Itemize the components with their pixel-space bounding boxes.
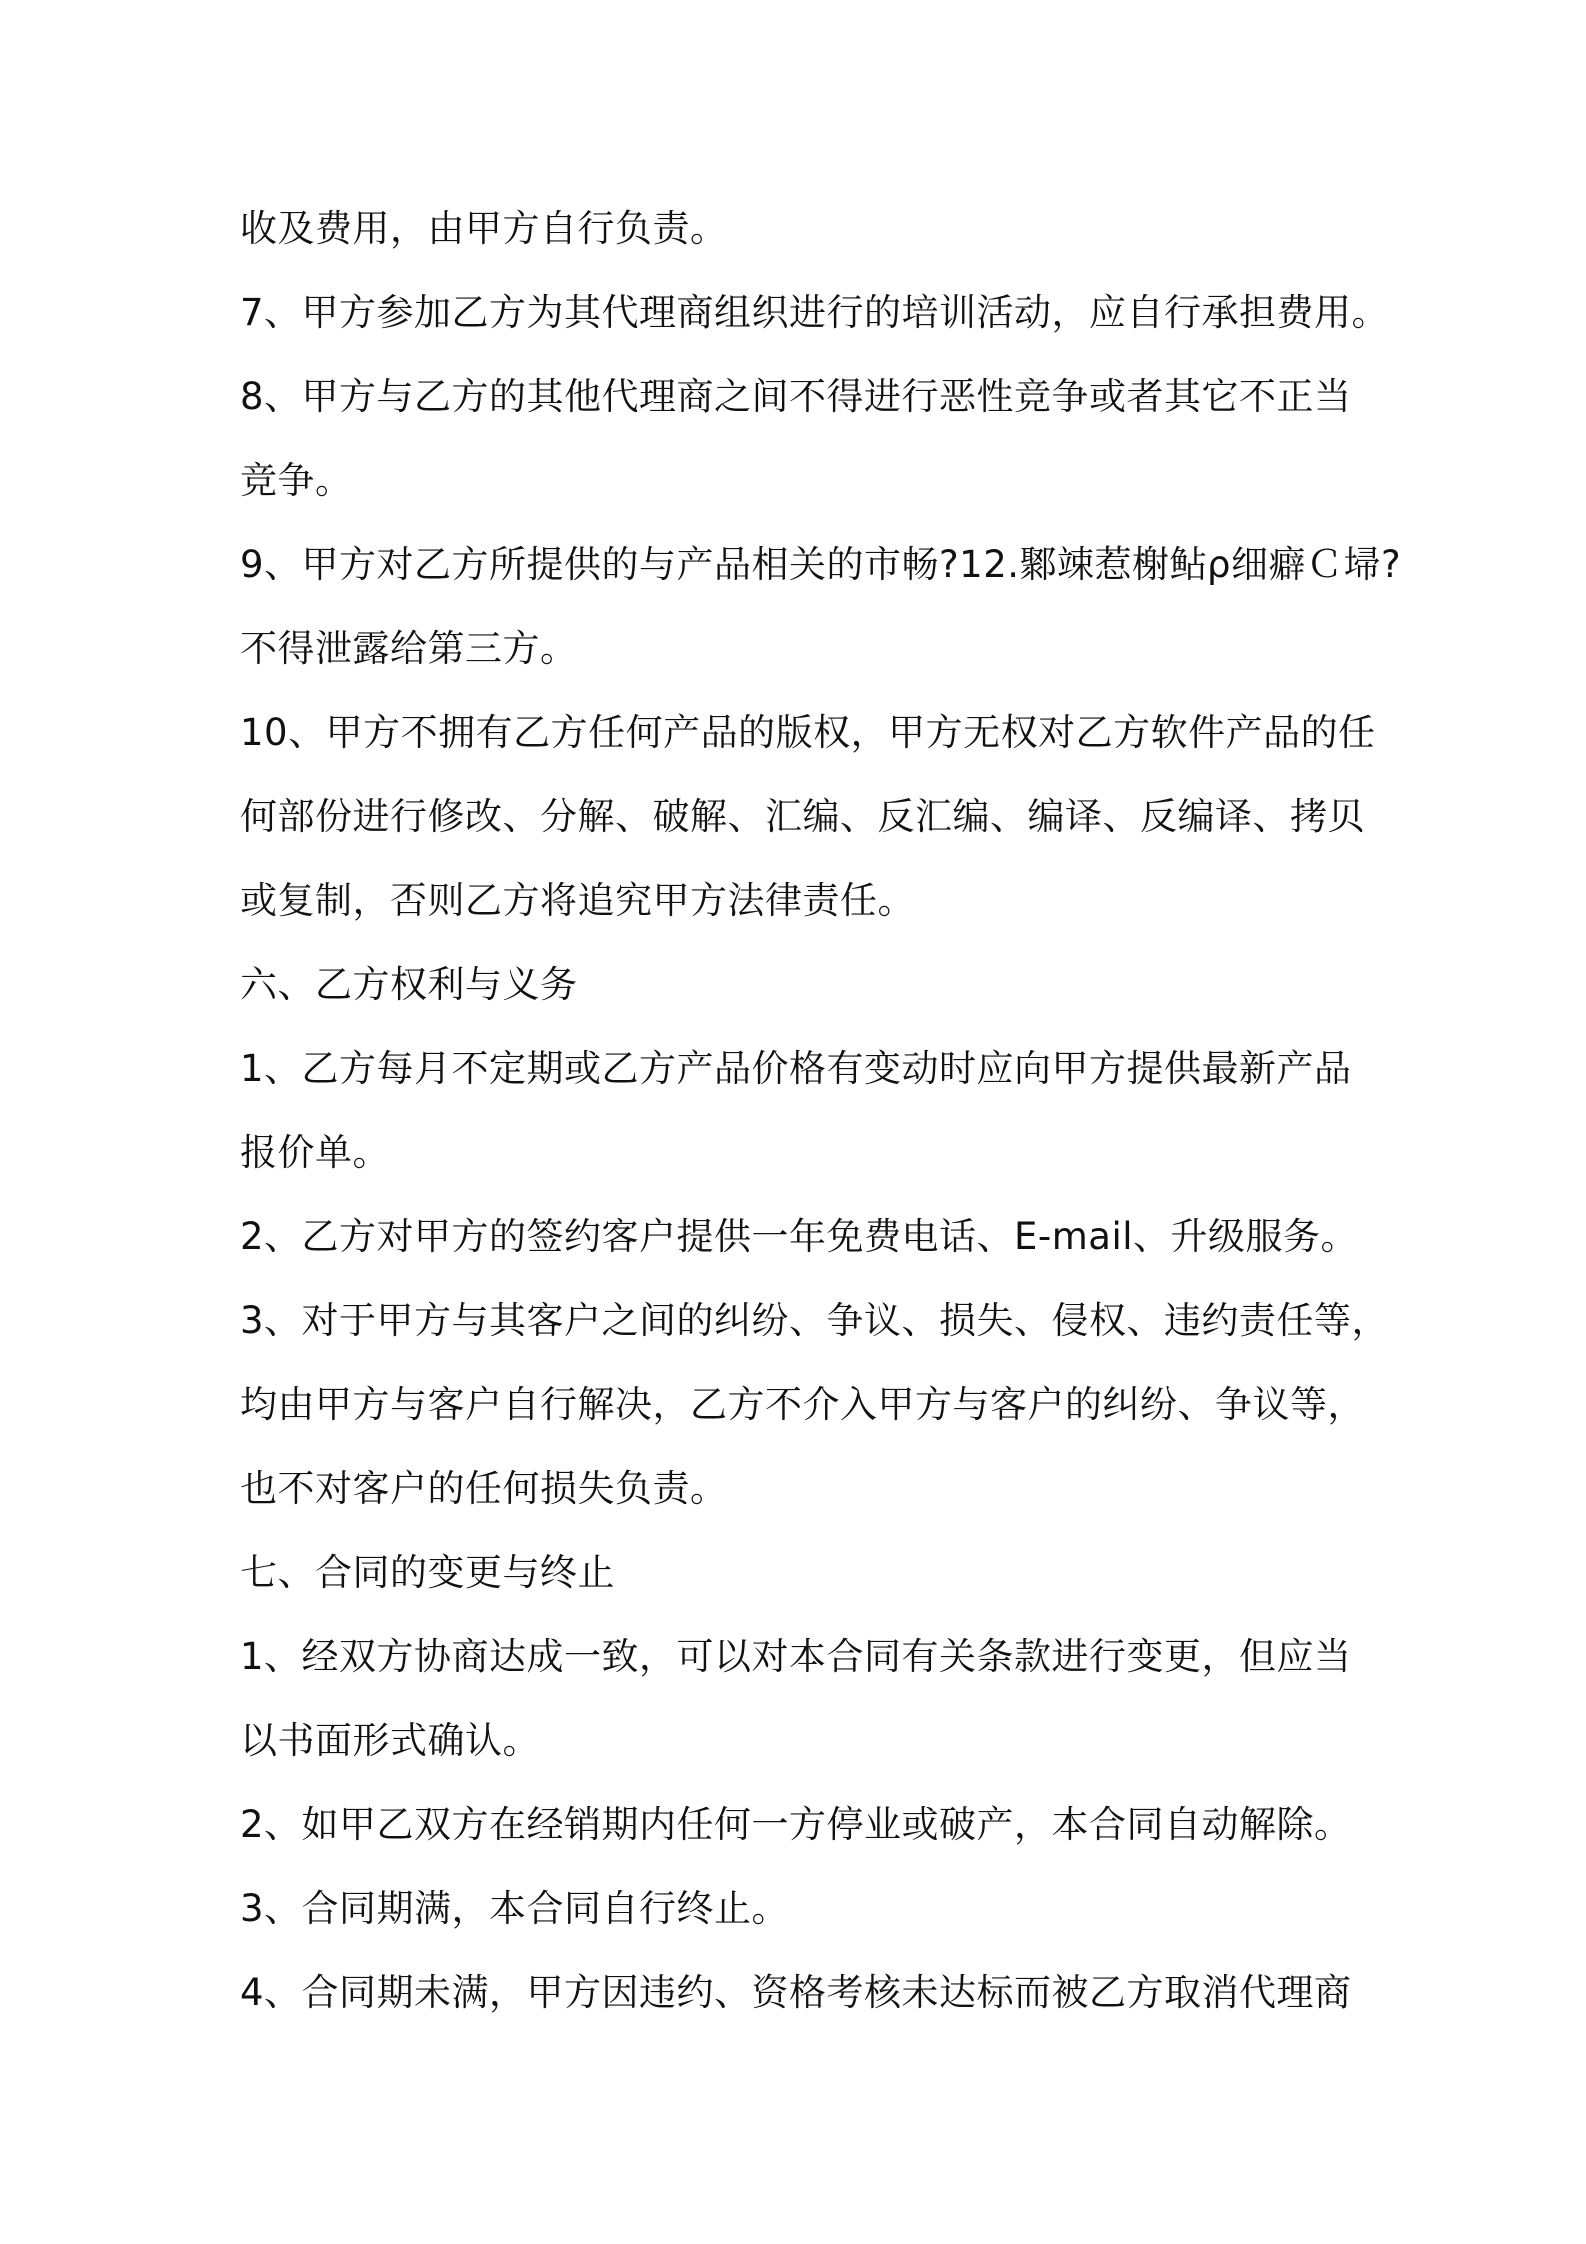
text-line-7: 10、甲方不拥有乙方任何产品的版权，甲方无权对乙方软件产品的任 bbox=[240, 711, 1376, 754]
text-line-3: 8、甲方与乙方的其他代理商之间不得进行恶性竞争或者其它不正当 bbox=[240, 375, 1352, 418]
text-line-14: 3、对于甲方与其客户之间的纠纷、争议、损失、侵权、违约责任等， bbox=[240, 1299, 1390, 1342]
text-line-6: 不得泄露给第三方。 bbox=[240, 627, 578, 670]
text-line-12: 报价单。 bbox=[240, 1131, 390, 1174]
text-line-20: 2、如甲乙双方在经销期内任何一方停业或破产，本合同自动解除。 bbox=[240, 1803, 1352, 1846]
section-heading-6: 六、乙方权利与义务 bbox=[240, 963, 578, 1006]
text-line-1: 收及费用，由甲方自行负责。 bbox=[240, 207, 728, 250]
text-line-22: 4、合同期未满，甲方因违约、资格考核未达标而被乙方取消代理商 bbox=[240, 1971, 1352, 2014]
section-heading-7: 七、合同的变更与终止 bbox=[240, 1551, 615, 1594]
text-line-16: 也不对客户的任何损失负责。 bbox=[240, 1467, 728, 1510]
text-line-15: 均由甲方与客户自行解决，乙方不介入甲方与客户的纠纷、争议等， bbox=[240, 1383, 1365, 1426]
text-line-9: 或复制，否则乙方将追究甲方法律责任。 bbox=[240, 879, 915, 922]
text-line-21: 3、合同期满，本合同自行终止。 bbox=[240, 1887, 790, 1930]
text-line-18: 1、经双方协商达成一致，可以对本合同有关条款进行变更，但应当 bbox=[240, 1635, 1352, 1678]
text-line-4: 竞争。 bbox=[240, 459, 353, 502]
text-line-13: 2、乙方对甲方的签约客户提供一年免费电话、E-mail、升级服务。 bbox=[240, 1215, 1359, 1258]
text-line-8: 何部份进行修改、分解、破解、汇编、反汇编、编译、反编译、拷贝 bbox=[240, 795, 1365, 838]
text-line-19: 以书面形式确认。 bbox=[240, 1719, 540, 1762]
text-line-2: 7、甲方参加乙方为其代理商组织进行的培训活动，应自行承担费用。 bbox=[240, 291, 1390, 334]
text-line-5: 9、甲方对乙方所提供的与产品相关的市畅?12.鄹竦惹榭鲇ρ细癖Ｃ埽? bbox=[240, 543, 1402, 586]
text-line-11: 1、乙方每月不定期或乙方产品价格有变动时应向甲方提供最新产品 bbox=[240, 1047, 1352, 1090]
